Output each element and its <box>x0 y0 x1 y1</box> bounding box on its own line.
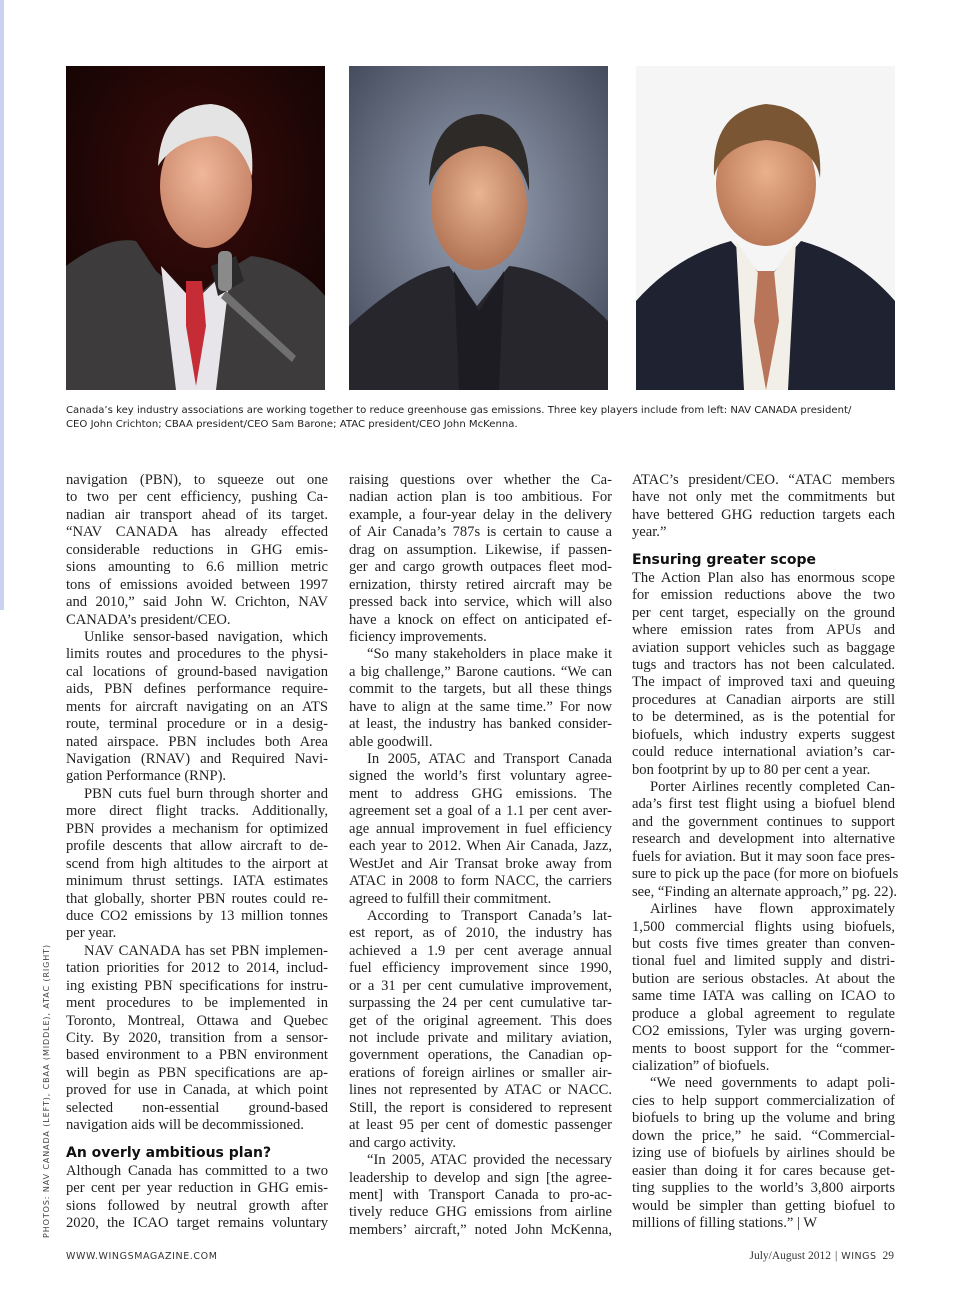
article-text-line: biofuels to bring up the volume and bring <box>632 1110 895 1127</box>
article-text-line: signed the world’s first voluntary agree- <box>349 768 612 785</box>
article-text-line: cies to help support commercialization of <box>632 1092 895 1109</box>
article-text-line: route, terminal procedure or in a desig- <box>66 716 328 733</box>
article-text-line: of Air Canada’s 787s is certain to cause a <box>349 524 612 541</box>
article-text-line: to two per cent efficiency, pushing Ca- <box>66 489 328 506</box>
article-text-line: get of the original agreement. This does <box>349 1012 612 1029</box>
article-text-line: more direct flight tracks. Additionally, <box>66 803 328 820</box>
footer-folio <box>750 1250 894 1262</box>
article-text-line: drag on assumption. Likewise, if passen- <box>349 541 612 558</box>
article-text-line: ment procedures to be implemented in <box>66 995 328 1012</box>
article-text-line: izing use of biofuels by airlines should be <box>632 1145 895 1162</box>
article-text-line: According to Transport Canada’s lat- <box>367 907 612 924</box>
article-text-line: bon footprint by up to 80 per cent a year. <box>632 761 871 778</box>
article-text-line: have a knock on effect on anticipated ef- <box>349 611 612 628</box>
article-text-line: City. By 2020, transition from a sensor- <box>66 1030 328 1046</box>
photo-caption <box>66 404 896 432</box>
article-text-line: Unlike sensor-based navigation, which <box>84 628 328 645</box>
article-text-line: proved for use in Canada, at which point <box>66 1082 328 1099</box>
article-text-line: PBN cuts fuel burn through shorter and <box>84 785 328 802</box>
caption-line-2: CEO John Crichton; CBAA president/CEO Sam Barone; ATAC president/CEO John McKenna. <box>66 419 518 430</box>
article-text-line: agreed to fulfill their commitment. <box>349 890 552 907</box>
article-text-line: surpassing the 24 per cent cumulative tar- <box>349 995 612 1012</box>
article-text-line: gation Performance (RNP). <box>66 768 227 785</box>
article-text-line: could reduce international aviation’s car- <box>632 744 895 761</box>
article-text-line: not include private and military aviation, <box>349 1030 612 1046</box>
article-text-line: 1,500 commercial flights using biofuels, <box>632 918 895 935</box>
article-text-line: “We need governments to adapt poli- <box>650 1075 895 1092</box>
article-text-line: procedures at Canadian airports are still <box>632 691 895 708</box>
article-text-line: “NAV CANADA has already effected <box>66 524 328 541</box>
article-text-line: age annual improvement in fuel efficiency <box>349 820 612 837</box>
article-column-1 <box>66 472 328 1232</box>
article-text-line: have not only met the commitments but <box>632 489 895 506</box>
article-text-line: WestJet and Air Transat broke away from <box>349 855 612 872</box>
article-text-line: In 2005, ATAC and Transport Canada <box>367 751 612 767</box>
article-text-line: easier than doing it for cares because get- <box>632 1162 895 1179</box>
article-text-line: NAV CANADA has set PBN implemen- <box>84 942 328 959</box>
article-text-line: Still, the report is considered to represent <box>349 1099 612 1116</box>
article-text-line: “In 2005, ATAC provided the necessary <box>367 1152 612 1169</box>
article-text-line: tugs and tractors has not been calculated. <box>632 656 895 673</box>
article-text-line: CANADA’s president/CEO. <box>66 611 231 628</box>
article-text-line: ficiency improvements. <box>349 628 487 645</box>
article-text-line: lines not represented by ATAC or NACC. <box>349 1082 612 1099</box>
article-text-line: where emission rates from APUs and <box>632 622 895 639</box>
caption-line-1: Canada’s key industry associations are working together to reduce greenhouse gas emissions. Three key players include from left: NAV CANADA president/ <box>66 405 852 416</box>
article-text-line: will begin as PBN specifications are ap- <box>66 1064 328 1081</box>
article-text-line: a big challenge,” Barone cautions. “We can <box>349 663 612 680</box>
article-text-line: at least, the industry has banked consider- <box>349 716 612 733</box>
article-text-line: have bettered GHG reduction targets each <box>632 506 895 523</box>
article-text-line: example, a four-year delay in the delivery <box>349 506 612 523</box>
article-text-line: or a 31 per cent cumulative improvement, <box>349 977 612 994</box>
article-text-line: agreement set a goal of a 1.1 per cent aver- <box>349 803 612 820</box>
article-text-line: nated airspace. PBN includes both Area <box>66 733 328 750</box>
article-text-line: based environment to a PBN environment <box>66 1047 328 1064</box>
article-text-line: considerable reductions in GHG emis- <box>66 541 328 558</box>
footer-magazine: WINGS <box>841 1251 877 1262</box>
article-column-2 <box>349 472 612 1239</box>
photo-john-crichton <box>66 66 325 390</box>
article-text-line: raising questions over whether the Ca- <box>349 472 612 488</box>
section-heading: Ensuring greater scope <box>632 551 816 568</box>
article-text-line: ments to boost support for the “commer- <box>632 1040 895 1057</box>
article-text-line: fuels for aviation. But it may soon face pres- <box>632 848 895 865</box>
article-text-line: erations of foreign airlines or smaller air- <box>349 1064 612 1081</box>
article-text-line: government operations, the Canadian op- <box>349 1047 612 1064</box>
article-text-line: tional fuel and limited supply and distri- <box>632 953 895 970</box>
article-text-line: each year to 2012. When Air Canada, Jazz, <box>349 838 612 855</box>
article-text-line: and the government continues to support <box>632 813 895 830</box>
article-text-line: bution are serious obstacles. At about the <box>632 970 895 987</box>
article-text-line: Toronto, Montreal, Ottawa and Quebec <box>66 1012 328 1029</box>
section-heading: An overly ambitious plan? <box>66 1144 272 1161</box>
article-text-line: Airlines have flown approximately <box>650 901 895 918</box>
article-text-line: biofuels, which industry experts suggest <box>632 726 895 743</box>
article-text-line: scend from high altitudes to the airport at <box>66 855 328 872</box>
article-text-line: CO2 emissions, Tyler was urging govern- <box>632 1023 895 1040</box>
article-text-line: ting supplies to the world’s 3,800 airports <box>632 1180 895 1197</box>
article-text-line: profile descents that allow aircraft to de- <box>66 838 328 855</box>
article-text-line: year.” <box>632 524 667 541</box>
article-text-line: same time IATA was calling on ICAO to <box>632 988 895 1005</box>
article-text-line: sions followed by neutral growth after <box>66 1197 328 1214</box>
article-text-line: and cargo activity. <box>349 1134 456 1151</box>
article-text-line: minimum thrust settings. IATA estimates <box>66 873 328 890</box>
article-text-line: duce CO2 emissions by 13 million tonnes <box>66 907 328 924</box>
article-column-3 <box>632 472 899 1232</box>
article-text-line: per year. <box>66 925 117 942</box>
article-text-line: cialization” of biofuels. <box>632 1058 770 1074</box>
article-text-line: 2020, the ICAO target remains voluntary <box>66 1214 328 1231</box>
article-text-line: pressed back into service, which will also <box>349 594 612 611</box>
article-text-line: but costs five times greater than conven- <box>632 935 895 952</box>
article-text-line: ing existing PBN specifications for instru- <box>66 977 328 994</box>
article-text-line: navigation aids will be decommissioned. <box>66 1117 304 1134</box>
article-text-line: Although Canada has committed to a two <box>66 1162 328 1179</box>
article-text-line: tation priorities for 2012 to 2014, includ- <box>66 960 328 977</box>
article-text-line: for emission reductions above the two <box>632 587 895 604</box>
page-number: 29 <box>882 1250 894 1262</box>
article-text-line: tively reduce GHG emissions from airline <box>349 1204 612 1221</box>
article-text-line: and 2010,” said John W. Crichton, NAV <box>66 594 328 611</box>
article-text-line: that globally, shorter PBN routes could re- <box>66 890 328 907</box>
article-text-line: tons of emissions avoided between 1997 <box>66 576 328 593</box>
article-text-line: ATAC in 2008 to form NACC, the carriers <box>349 873 612 890</box>
article-text-line: The Action Plan also has enormous scope <box>632 569 895 586</box>
article-text-line: est report, as of 2010, the industry has <box>349 925 612 942</box>
article-text-line: ernization, thirsty retired aircraft may be <box>349 576 612 593</box>
article-text-line: ment] with Transport Canada to pro-ac- <box>349 1186 612 1203</box>
article-text-line: fuel efficiency improvement since 1990, <box>349 960 612 977</box>
footer-website: WWW.WINGSMAGAZINE.COM <box>66 1251 218 1262</box>
article-text-line: ATAC’s president/CEO. “ATAC members <box>632 472 895 488</box>
article-text-line: would be simpler than getting biofuel to <box>632 1197 895 1214</box>
footer-issue: July/August 2012 <box>749 1250 831 1262</box>
article-text-line: achieved a 1.9 per cent average annual <box>349 942 612 959</box>
article-text-line: at least 95 per cent of domestic passenger <box>349 1117 612 1134</box>
article-text-line: Navigation (RNAV) and Required Navi- <box>66 751 328 767</box>
article-text-line: sions amounting to 6.6 million metric <box>66 559 328 576</box>
article-text-line: selected non-essential ground-based <box>66 1099 328 1116</box>
article-text-line: commit to the targets, but all these things <box>349 681 612 698</box>
article-text-line: “So many stakeholders in place make it <box>367 646 612 663</box>
article-text-line: have to align at the same time.” For now <box>349 698 612 715</box>
article-text-line: ment to address GHG emissions. The <box>349 785 612 802</box>
article-text-line: nadian action plan is too ambitious. For <box>349 489 612 506</box>
article-text-line: navigation (PBN), to squeeze out one <box>66 472 328 488</box>
article-text-line: aviation support vehicles such as baggage <box>632 639 895 656</box>
article-text-line: PBN provides a mechanism for optimized <box>66 820 328 837</box>
article-text-line: produce a global agreement to regulate <box>632 1005 895 1022</box>
article-text-line: nadian air transport ahead of its target. <box>66 506 328 523</box>
footer-separator: | <box>834 1250 838 1262</box>
article-text-line: down the price,” he said. “Commercial- <box>632 1127 895 1144</box>
article-text-line: sure to pick up the pace (for more on biofuels <box>632 866 899 883</box>
article-text-line: ments for aircraft navigating on an ATS <box>66 698 328 715</box>
article-text-line: cal locations of ground-based navigation <box>66 663 328 680</box>
article-text-line: to be determined, as is the potential for <box>632 709 895 726</box>
article-text-line: per cent target, especially on the ground <box>632 604 895 621</box>
article-text-line: ada’s first test flight using a biofuel blend <box>632 796 895 813</box>
article-text-line: aids, PBN defines performance require- <box>66 681 328 698</box>
photo-sam-barone <box>349 66 608 390</box>
article-text-line: ger and cargo growth outpaces fleet mod- <box>349 559 612 576</box>
article-text-line: leadership to develop and sign [the agree- <box>349 1169 612 1186</box>
article-text-line: able goodwill. <box>349 733 433 750</box>
article-text-line: per cent per year reduction in GHG emis- <box>66 1180 328 1197</box>
article-text-line: members’ aircraft,” noted John McKenna, <box>349 1221 612 1238</box>
article-text-line: see, “Finding an alternate approach,” pg. 22). <box>632 883 898 900</box>
article-text-line: limits routes and procedures to the physi- <box>66 646 328 663</box>
article-text-line: research and development into alternative <box>632 831 895 848</box>
page-accent-bar <box>0 0 4 610</box>
photo-john-mckenna <box>636 66 895 390</box>
article-text-line: Porter Airlines recently completed Can- <box>650 779 895 795</box>
photo-credit: PHOTOS: NAV CANADA (LEFT), CBAA (MIDDLE), ATAC (RIGHT) <box>42 944 51 1238</box>
article-text-line: The impact of improved taxi and queuing <box>632 674 895 691</box>
article-text-line: millions of filling stations.” | W <box>632 1214 818 1231</box>
